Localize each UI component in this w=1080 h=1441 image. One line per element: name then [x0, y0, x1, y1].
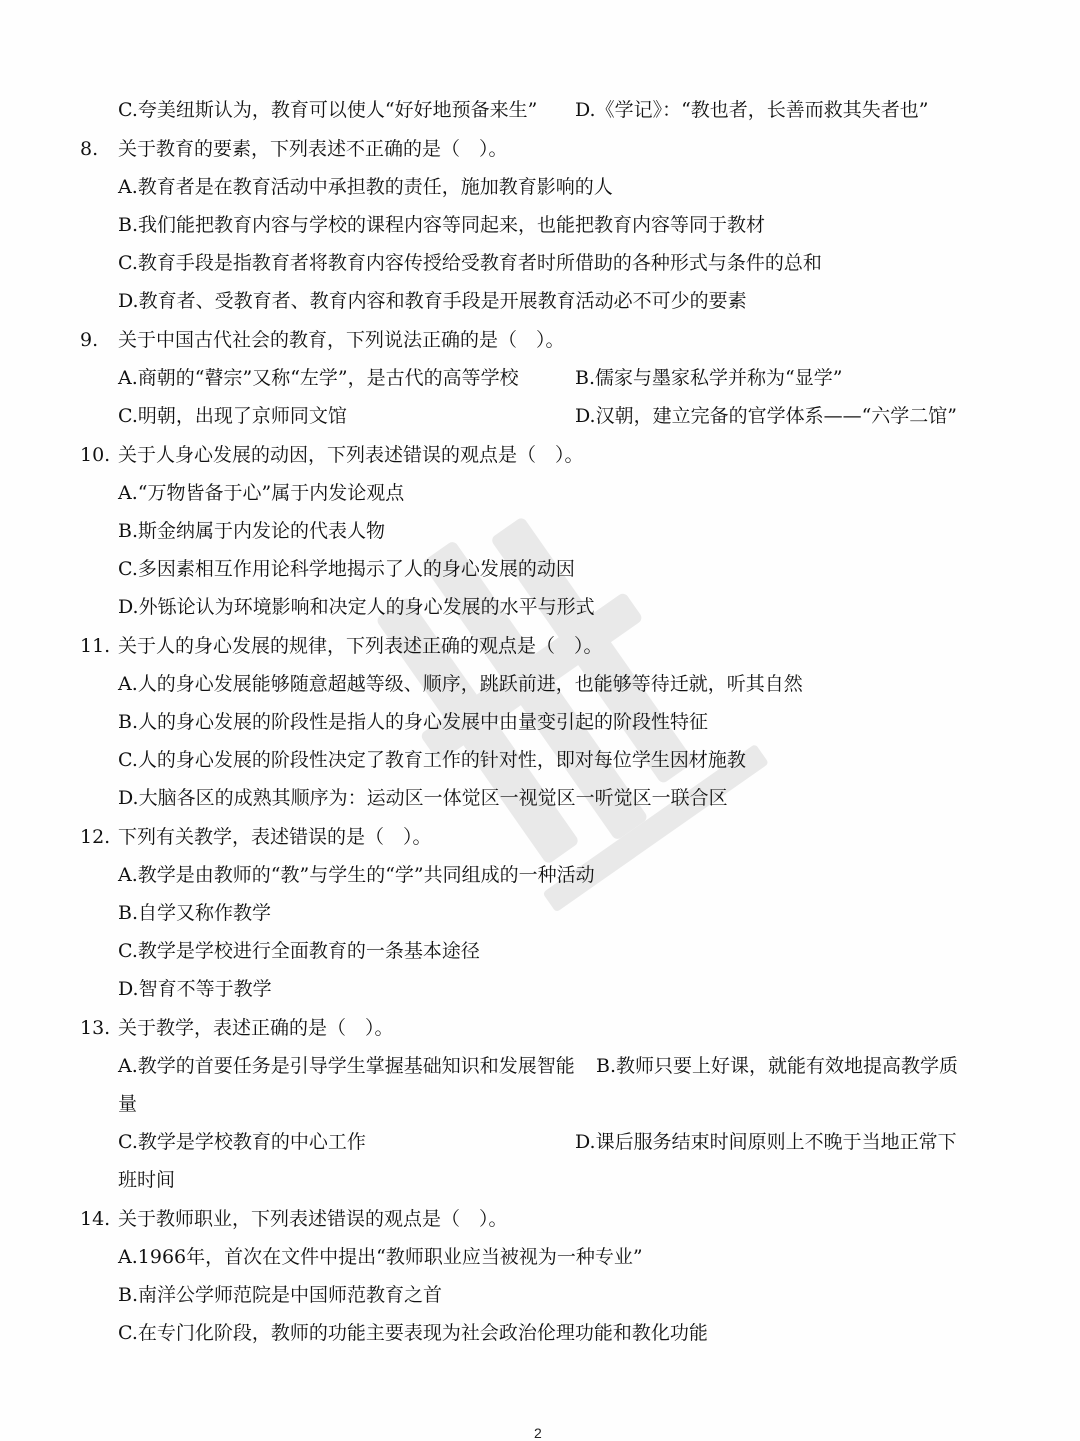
question-9-option-b: B.儒家与墨家私学并称为“显学”	[575, 367, 843, 389]
question-13-text: 关于教学，表述正确的是（ ）。	[118, 1017, 394, 1039]
question-11-number: 11.	[80, 635, 111, 657]
page-number: 2	[534, 1425, 542, 1441]
question-8-option-a: A.教育者是在教育活动中承担教的责任，施加教育影响的人	[118, 176, 613, 198]
question-14-text: 关于教师职业，下列表述错误的观点是（ ）。	[118, 1208, 508, 1230]
question-13-option-b: B.教师只要上好课，就能有效地提高教学质	[596, 1055, 959, 1077]
question-12-option-b: B.自学又称作教学	[118, 902, 272, 924]
question-13-number: 13.	[80, 1017, 111, 1039]
question-14-option-a: A.1966年，首次在文件中提出“教师职业应当被视为一种专业”	[118, 1246, 643, 1268]
question-12-text: 下列有关教学，表述错误的是（ ）。	[118, 826, 432, 848]
question-13-option-c: C.教学是学校教育的中心工作	[118, 1131, 366, 1153]
question-13-option-d-continued: 班时间	[118, 1169, 176, 1191]
question-8-option-d: D.教育者、受教育者、教育内容和教育手段是开展教育活动必不可少的要素	[118, 290, 747, 312]
question-14-number: 14.	[80, 1208, 111, 1230]
question-14-option-c: C.在专门化阶段，教师的功能主要表现为社会政治伦理功能和教化功能	[118, 1322, 708, 1344]
question-9-text: 关于中国古代社会的教育，下列说法正确的是（ ）。	[118, 329, 565, 351]
question-13-option-d: D.课后服务结束时间原则上不晚于当地正常下	[575, 1131, 957, 1153]
question-9-number: 9.	[80, 329, 99, 351]
question-12-option-a: A.教学是由教师的“教”与学生的“学”共同组成的一种活动	[118, 864, 595, 886]
question-10-option-d: D.外铄论认为环境影响和决定人的身心发展的水平与形式	[118, 596, 595, 618]
question-13-option-b-continued: 量	[118, 1093, 138, 1115]
question-12-option-d: D.智育不等于教学	[118, 978, 272, 1000]
question-10-text: 关于人身心发展的动因，下列表述错误的观点是（ ）。	[118, 444, 584, 466]
question-9-option-d: D.汉朝，建立完备的官学体系——“六学二馆”	[575, 405, 958, 427]
question-11-option-b: B.人的身心发展的阶段性是指人的身心发展中由量变引起的阶段性特征	[118, 711, 709, 733]
question-8-option-c: C.教育手段是指教育者将教育内容传授给受教育者时所借助的各种形式与条件的总和	[118, 252, 822, 274]
question-13-option-a: A.教学的首要任务是引导学生掌握基础知识和发展智能	[118, 1055, 575, 1077]
question-11-option-a: A.人的身心发展能够随意超越等级、顺序，跳跃前进，也能够等待迁就，听其自然	[118, 673, 803, 695]
question-8-number: 8.	[80, 138, 99, 160]
question-12-number: 12.	[80, 826, 111, 848]
question-11-option-d: D.大脑各区的成熟其顺序为：运动区一体觉区一视觉区一听觉区一联合区	[118, 787, 728, 809]
question-9-option-c: C.明朝，出现了京师同文馆	[118, 405, 347, 427]
question-10-number: 10.	[80, 444, 111, 466]
top-option-d: D.《学记》：“教也者，长善而救其失者也”	[575, 99, 929, 121]
question-10-option-a: A.“万物皆备于心”属于内发论观点	[118, 482, 405, 504]
question-8-option-b: B.我们能把教育内容与学校的课程内容等同起来，也能把教育内容等同于教材	[118, 214, 766, 236]
question-10-option-c: C.多因素相互作用论科学地揭示了人的身心发展的动因	[118, 558, 575, 580]
question-14-option-b: B.南洋公学师范院是中国师范教育之首	[118, 1284, 443, 1306]
question-8-text: 关于教育的要素，下列表述不正确的是（ ）。	[118, 138, 508, 160]
question-9-option-a: A.商朝的“瞽宗”又称“左学”，是古代的高等学校	[118, 367, 519, 389]
question-12-option-c: C.教学是学校进行全面教育的一条基本途径	[118, 940, 480, 962]
question-11-text: 关于人的身心发展的规律，下列表述正确的观点是（ ）。	[118, 635, 603, 657]
top-option-c: C.夸美纽斯认为，教育可以使人“好好地预备来生”	[118, 99, 538, 121]
question-11-option-c: C.人的身心发展的阶段性决定了教育工作的针对性，即对每位学生因材施教	[118, 749, 746, 771]
question-10-option-b: B.斯金纳属于内发论的代表人物	[118, 520, 386, 542]
